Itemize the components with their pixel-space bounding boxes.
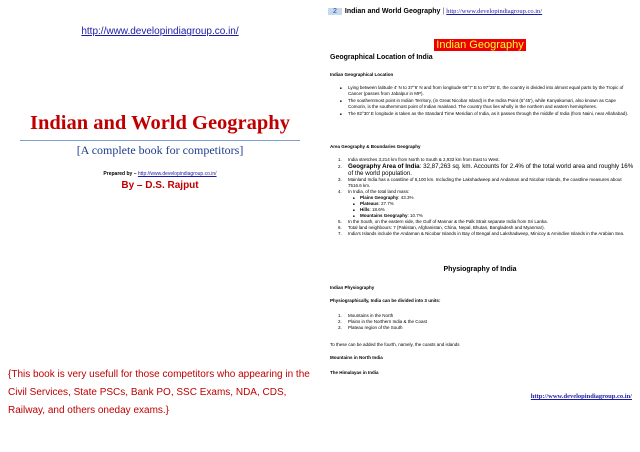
page-number: 2 [328,8,342,15]
landmass-item: ■ Mountains Geography: 10.7% [348,213,634,219]
section-title-physiography: Physiography of India [443,266,517,273]
coasts-note: To these can be added the fourth, namely, the coasts and islands [330,342,460,347]
landmass-list [348,195,634,219]
area-item: 4. In India, of the total land mass: ■ Plains Geography: 43.3% ■ Plateaus: 27.7% ■ Hills: 18.6% ■ Mountains Geography: 10.7% [338,189,634,219]
area-heading: Area Geography & Boundaries Geography [330,144,421,149]
banner-text: Indian Geography [436,39,524,51]
header-title: Indian and World Geography [344,8,441,15]
section-title-location: Geographical Location of India [330,54,433,61]
area-item: 7. India's Islands include the Andaman & Nicobar Islands in Bay of Bengal and Lakshadweep, Minicoy & Amindive Islands in the Arabian Sea. [338,231,625,236]
location-bullet: ■ The 82°30' E longitude is taken as the Standard Time Meridian of India, as it passes through the middle of India (from Naini, near Allahabad). [338,111,634,117]
location-bullet: ■ Lying between latitude 4' N to 37°6' N and from longitude 68°7' E to 97°25' E, the country is divided into almost equal parts by the Tropic of Cancer (passes from Jabalpur in MP). [338,85,634,97]
landmass-item: ■ Plateaus: 27.7% [348,201,634,207]
cover-note: {This book is very usefull for those competitors who appearing in the Civil Services, State PSCs, Bank PO, SSC Exams, NDA, CDS, Railway, and others oneday exams.} [8,369,310,416]
cover-divider [20,140,300,141]
area-list [338,157,634,237]
location-heading: Indian Geographical Location [330,72,394,77]
area-item: 5. In the South, on the eastern side, the Gulf of Mannar & the Palk Strait separate India from Sri Lanka. [338,219,548,224]
area-item: 6. Total land neighbours: 7 (Pakistan, Afghanistan, China, Nepal, Bhutan, Bangladesh and Myanmar). [338,225,545,230]
landmass-item: ■ Hills: 18.6% [348,207,634,213]
content-page [320,0,640,452]
landmass-item: ■ Plains Geography: 43.3% [348,195,634,201]
cover-author: By – D.S. Rajput [121,180,199,191]
mountains-heading: Mountains in North India [330,355,383,360]
himalayas-heading: The Himalayas in India [330,370,379,375]
physiography-heading: Indian Physiography [330,285,375,290]
header-separator: | [442,8,445,15]
header-link[interactable]: http://www.developindiagroup.co.in/ [446,8,543,15]
physiography-subheading: Physiographically, India can be divided into 3 units: [330,298,441,303]
location-bullet-list [338,85,634,118]
section-banner [320,35,640,53]
prepared-by-label: Prepared by – [103,171,138,177]
cover-url-link[interactable]: http://www.developindiagroup.co.in/ [81,26,239,37]
prepared-by-link[interactable]: http://www.developindiagroup.co.in/ [137,171,217,177]
unit-item: 1. Mountains in the North [338,313,394,318]
area-item: 1. India stretches 3,214 km from North to South & 2,933 km from East to West. [338,157,500,162]
unit-item: 2. Plains in the Northern India & the Coast [338,319,428,324]
cover-title: Indian and World Geography [30,112,290,134]
prepared-by-line [0,171,320,177]
page-header [328,8,542,15]
area-item: 2. Geography Area of India: 32,87,263 sq. km. Accounts for 2.4% of the total world area and roughly 16% of the world population. [338,163,634,177]
unit-item: 3. Plateau region of the South [338,325,403,330]
area-item: 3. Mainland India has a coastline of 6,100 km. Including the Lakshadweep and Andaman and Nicobar Islands, the coastline measures about 7516.6 km. [338,177,622,188]
cover-subtitle: [A complete book for competitors] [76,143,244,157]
footer-link[interactable]: http://www.developindiagroup.co.in/ [530,393,632,400]
location-bullet: ■ The southernmost point in Indian Territory, (in Great Nicobar Island) is the Indira Point (6°45'), while Kanyakumari, also known as Cape Comorin, is the southernmost point of Indian mainland. The country thus lies wholly in the northern and eastern hemispheres. [338,98,634,110]
units-list [338,313,634,331]
